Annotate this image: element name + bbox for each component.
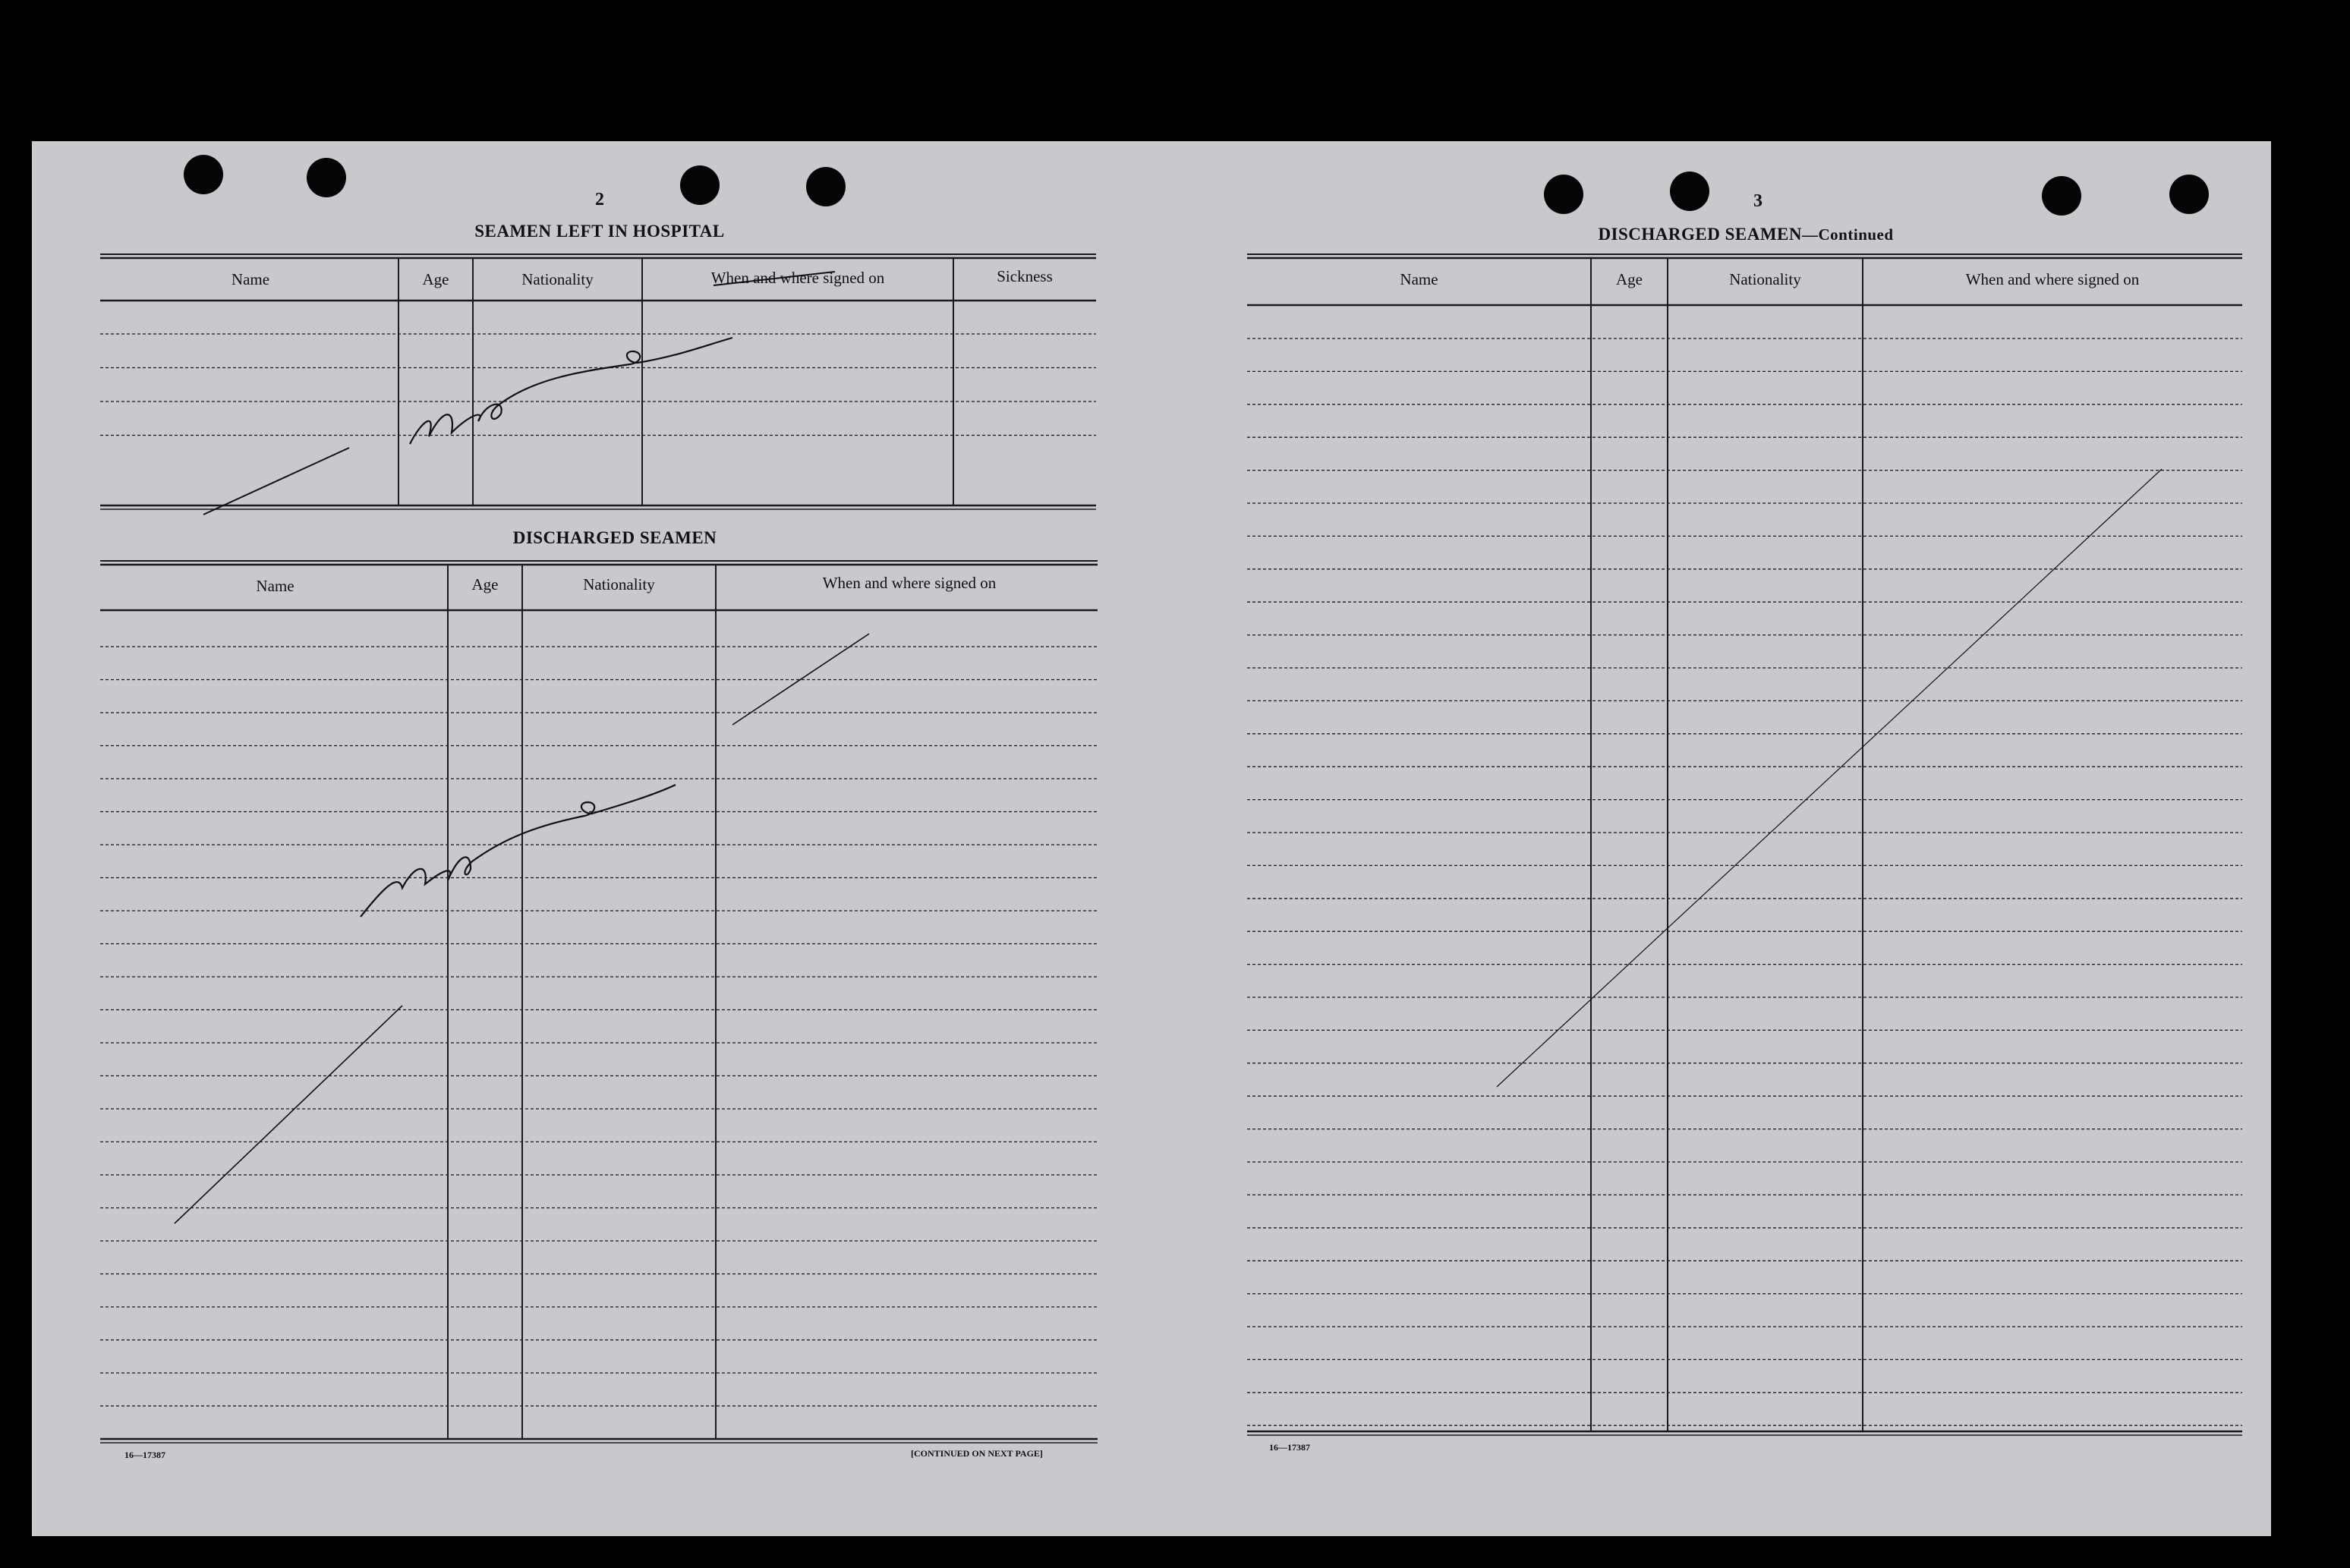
- hospital-col-signed-on: When and where signed on: [710, 269, 885, 287]
- page-number-left: 2: [595, 190, 604, 209]
- continued-col-age: Age: [1616, 270, 1643, 288]
- discharged-continued-title-main: DISCHARGED SEAMEN: [1598, 225, 1803, 244]
- handwritten-none-discharged: [361, 785, 676, 917]
- page-number-right: 3: [1753, 191, 1763, 211]
- hospital-section-title: SEAMEN LEFT IN HOSPITAL: [474, 222, 725, 241]
- discharged-continued-table-rules: [1247, 254, 2242, 1435]
- discharged-table-rules: [100, 561, 1098, 1443]
- hospital-table-rules: [100, 254, 1096, 509]
- discharged-col-signed-on: When and where signed on: [822, 574, 997, 592]
- discharged-col-name: Name: [256, 577, 295, 595]
- discharged-continued-title: [1541, 225, 1951, 244]
- continued-note: [CONTINUED ON NEXT PAGE]: [911, 1448, 1043, 1459]
- form-number-left: 16—17387: [124, 1450, 165, 1460]
- discharged-col-nationality: Nationality: [583, 575, 655, 594]
- discharged-col-age: Age: [471, 575, 499, 594]
- continued-col-name: Name: [1400, 270, 1438, 288]
- cancel-stroke: [175, 1006, 402, 1223]
- form-number-right: 16—17387: [1269, 1442, 1310, 1453]
- hospital-col-sickness: Sickness: [997, 267, 1053, 285]
- continued-col-nationality: Nationality: [1729, 270, 1801, 288]
- continued-col-signed-on: When and where signed on: [1965, 270, 2140, 288]
- hospital-col-name: Name: [231, 270, 270, 288]
- cancel-stroke: [732, 634, 869, 725]
- continued-suffix: —Continued: [1802, 225, 1894, 244]
- discharged-section-title: DISCHARGED SEAMEN: [512, 528, 717, 547]
- handwritten-none-hospital: [410, 338, 732, 444]
- hospital-col-age: Age: [422, 270, 449, 288]
- cancel-stroke: [1497, 469, 2162, 1087]
- hospital-col-nationality: Nationality: [521, 270, 594, 288]
